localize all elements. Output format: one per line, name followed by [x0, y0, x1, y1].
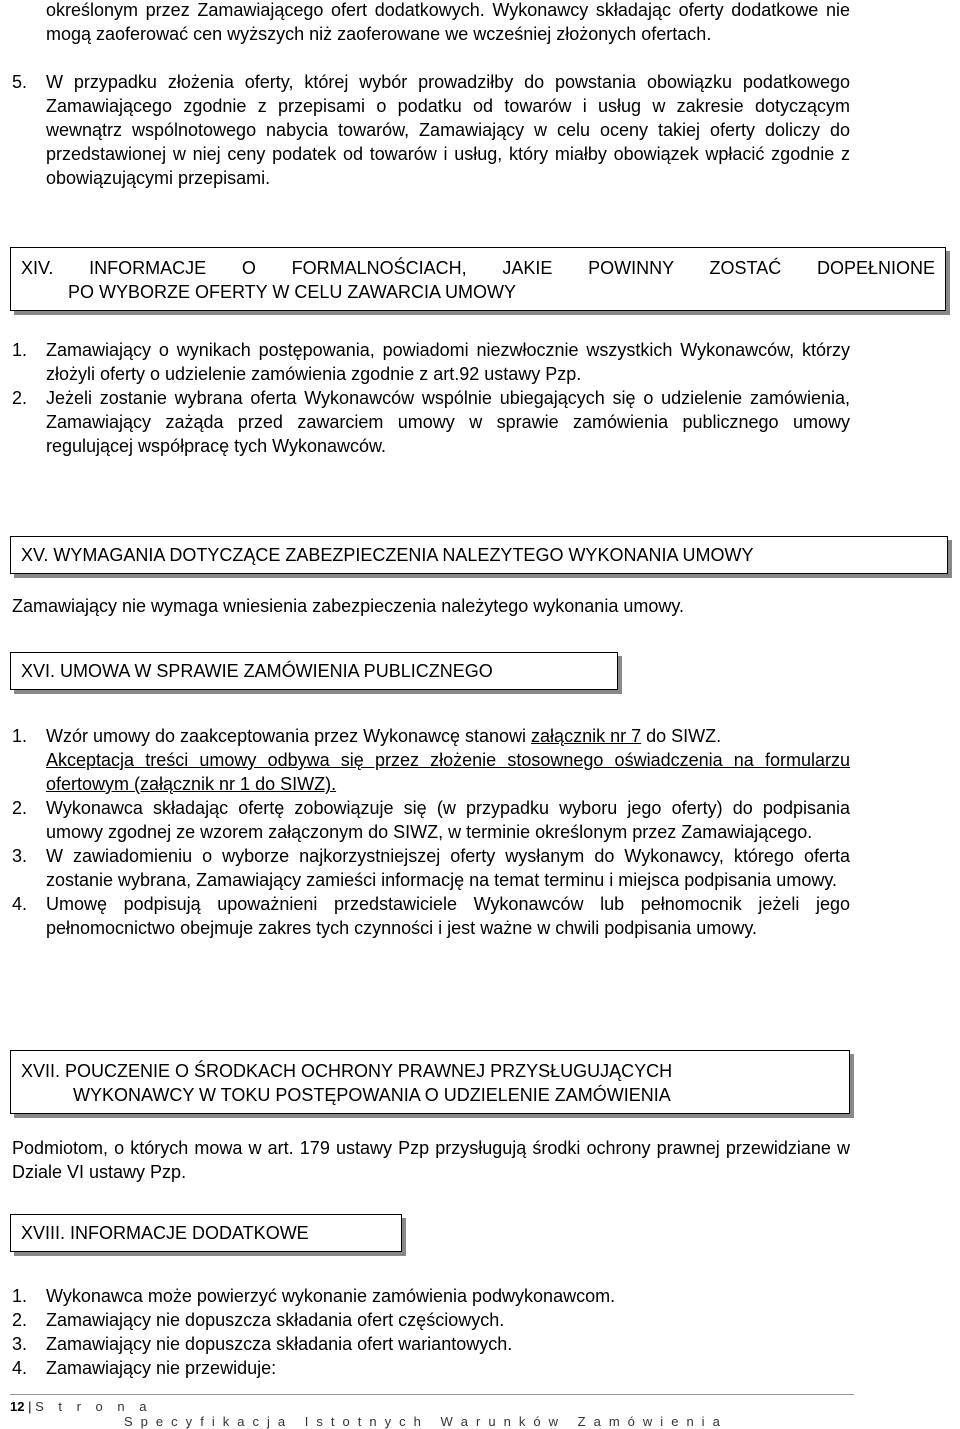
- item-number: 3.: [12, 1334, 28, 1354]
- item-text: Jeżeli zostanie wybrana oferta Wykonawców wspólnie ubiegających się o udzielenie zamówienia, Zamawiający zażąda przed zawarciem umowy w sprawie zamówienia publicznego umowy regulującej współpracę tych Wykonawców.: [46, 388, 850, 456]
- section-heading-xviii: [10, 1214, 402, 1252]
- section-heading-xv: [10, 536, 948, 574]
- list-item: [12, 724, 850, 796]
- section-title: XVI. UMOWA W SPRAWIE ZAMÓWIENIA PUBLICZNEGO: [21, 661, 493, 681]
- item-number: 2.: [12, 798, 28, 818]
- section-xviii-list: [12, 1284, 850, 1380]
- section-xv-text: Zamawiający nie wymaga wniesienia zabezpieczenia należytego wykonania umowy.: [12, 596, 685, 616]
- list-item: [12, 1284, 850, 1308]
- section-title: XVIII. INFORMACJE DODATKOWE: [21, 1223, 309, 1243]
- section-xiv-list: [12, 338, 850, 458]
- section-heading-xvi: [10, 652, 618, 690]
- section-title-line2: PO WYBORZE OFERTY W CELU ZAWARCIA UMOWY: [68, 282, 517, 302]
- item-text: Umowę podpisują upoważnieni przedstawiciele Wykonawców lub pełnomocnik jeżeli jego pełnomocnictwo obejmuje zakres tych czynności i jest ważne w chwili podpisania umowy.: [46, 894, 850, 938]
- footer-page-label: S t r o n a: [35, 1399, 152, 1414]
- page-footer: [10, 1394, 854, 1429]
- list-item: [12, 892, 850, 940]
- list-item: [12, 1308, 850, 1332]
- underlined-note: Akceptacja treści umowy odbywa się przez złożenie stosownego oświadczenia na formularzu ofertowym (załącznik nr 1 do SIWZ).: [46, 750, 850, 794]
- item-text: Wykonawca może powierzyć wykonanie zamówienia podwykonawcom.: [46, 1286, 616, 1306]
- item-4-continuation: określonym przez Zamawiającego ofert dodatkowych. Wykonawcy składając oferty dodatkowe nie mogą zaoferować cen wyższych niż zaoferowane we wcześniej złożonych ofertach.: [46, 0, 850, 44]
- footer-separator: |: [28, 1399, 32, 1414]
- list-item: [12, 796, 850, 844]
- list-item: [12, 1356, 850, 1380]
- page-number: 12: [10, 1399, 25, 1414]
- item-text: Zamawiający nie dopuszcza składania ofert częściowych.: [46, 1310, 505, 1330]
- section-heading-xvii: [10, 1050, 850, 1114]
- footer-document-title: S p e c y f i k a c j a I s t o t n y c h W a r u n k ó w Z a m ó w i e n i a: [124, 1414, 723, 1429]
- item-number: 5.: [12, 72, 28, 92]
- item-text: Zamawiający nie dopuszcza składania ofert wariantowych.: [46, 1334, 513, 1354]
- section-title-line2: WYKONAWCY W TOKU POSTĘPOWANIA O UDZIELENIE ZAMÓWIENIA: [73, 1085, 671, 1105]
- item-number: 3.: [12, 846, 28, 866]
- list-item: [12, 70, 850, 190]
- item-text: W zawiadomieniu o wyborze najkorzystniejszej oferty wysłanym do Wykonawcy, którego oferta zostanie wybrana, Zamawiający zamieści informację na temat terminu i miejsca podpisania umowy.: [46, 846, 850, 890]
- item-text-end: do SIWZ.: [641, 726, 722, 746]
- section-title-line1: XIV. INFORMACJE O FORMALNOŚCIACH, JAKIE POWINNY ZOSTAĆ DOPEŁNIONE: [21, 258, 935, 278]
- item-number: 1.: [12, 340, 28, 360]
- item-number: 4.: [12, 894, 28, 914]
- item-text: Zamawiający nie przewiduje:: [46, 1358, 277, 1378]
- list-item: [12, 844, 850, 892]
- item-text: Zamawiający o wynikach postępowania, powiadomi niezwłocznie wszystkich Wykonawców, którzy złożyli oferty o udzielenie zamówienia zgodnie z art.92 ustawy Pzp.: [46, 340, 850, 384]
- list-item: [12, 1332, 850, 1356]
- top-list: [12, 70, 850, 190]
- item-number: 1.: [12, 1286, 28, 1306]
- item-number: 2.: [12, 388, 28, 408]
- item-number: 4.: [12, 1358, 28, 1378]
- section-title: XV. WYMAGANIA DOTYCZĄCE ZABEZPIECZENIA NALEZYTEGO WYKONANIA UMOWY: [21, 545, 754, 565]
- item-text: W przypadku złożenia oferty, której wybór prowadziłby do powstania obowiązku podatkowego Zamawiającego zgodnie z przepisami o podatku od towarów i usług w zakresie dotyczącym wewnątrz wspólnotowego nabycia towarów, Zamawiający w celu oceny takiej oferty doliczy do przedstawionej w niej ceny podatek od towarów i usług, który miałby obowiązek wpłacić zgodnie z obowiązującymi przepisami.: [46, 72, 850, 188]
- item-text: Wzór umowy do zaakceptowania przez Wykonawcę stanowi: [46, 726, 532, 746]
- item-number: 2.: [12, 1310, 28, 1330]
- section-title-line1: XVII. POUCZENIE O ŚRODKACH OCHRONY PRAWNEJ PRZYSŁUGUJĄCYCH: [21, 1061, 673, 1081]
- list-item: [12, 386, 850, 458]
- attachment-reference: załącznik nr 7: [531, 726, 642, 746]
- section-xvii-text: Podmiotom, o których mowa w art. 179 ustawy Pzp przysługują środki ochrony prawnej przewidziane w Dziale VI ustawy Pzp.: [12, 1138, 850, 1182]
- item-number: 1.: [12, 726, 28, 746]
- list-item: [12, 338, 850, 386]
- section-heading-xiv: [10, 247, 946, 311]
- item-text: Wykonawca składając ofertę zobowiązuje się (w przypadku wyboru jego oferty) do podpisania umowy zgodnej ze wzorem załączonym do SIWZ, w terminie określonym przez Zamawiającego.: [46, 798, 850, 842]
- section-xvi-list: [12, 724, 850, 940]
